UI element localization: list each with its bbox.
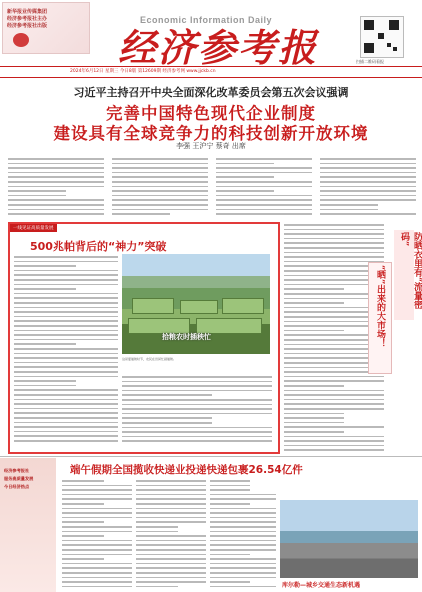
- lead-body-column: [8, 156, 104, 218]
- ad-line: 服务高质量发展: [4, 476, 34, 481]
- bottom-photo-title: 库尔勒—城乡交通生态新机遇: [282, 582, 361, 589]
- right-feature-strip: [394, 230, 422, 320]
- lead-body-column: [112, 156, 208, 218]
- promo-box: [2, 2, 90, 54]
- feature-body: [14, 254, 118, 444]
- promo-line: 经济参考报社主办: [7, 16, 48, 22]
- photo-caption: 这是夏插秧时节，农民在田间忙碌插秧。: [122, 357, 177, 361]
- feature-tag: 一线见证高质量发展: [10, 224, 57, 232]
- right-feature-strip2: [368, 262, 392, 374]
- lead-body-column: [216, 156, 312, 218]
- bottom-photo[interactable]: [280, 500, 418, 578]
- newspaper-title: 经济参考报: [118, 25, 319, 70]
- promo-line: 经济参考报社出版: [7, 23, 48, 29]
- qr-code-icon[interactable]: [360, 16, 404, 58]
- right-feature-subtitle[interactable]: “晒”出来的大市场！: [375, 265, 385, 348]
- lead-kicker: 习近平主持召开中央全面深化改革委员会第五次会议强调: [73, 86, 349, 99]
- feature-body: [122, 374, 272, 446]
- promo-line: 新华报业传媒集团: [7, 9, 48, 15]
- bottom-ad[interactable]: [0, 458, 56, 592]
- info-bar: [0, 66, 422, 78]
- second-story-body: [136, 478, 206, 588]
- feature-title[interactable]: 500兆帕背后的“神力”突破: [30, 240, 167, 253]
- english-name: Economic Information Daily: [140, 15, 273, 25]
- qr-caption: 扫描二维码看报: [356, 59, 384, 64]
- second-story-body: [210, 478, 276, 588]
- issue-info: 2024年6月12日 星期三 今日8版 第12609期 经济参考网 www.jjckb.cn: [70, 69, 216, 74]
- lead-byline: 李强 王沪宁 蔡奇 出席: [176, 142, 246, 150]
- lead-headline-line1[interactable]: 完善中国特色现代企业制度: [106, 104, 316, 123]
- photo-overlay-caption: 拾粮农时插秧忙: [162, 332, 211, 341]
- lead-body-column: [320, 156, 416, 218]
- right-feature-title[interactable]: 防晒衣里有“流量密码”: [399, 232, 422, 310]
- ad-line: 经济参考报社: [4, 468, 30, 473]
- emblem-icon: [13, 33, 29, 47]
- lead-headline-line2[interactable]: 建设具有全球竞争力的科技创新开放环境: [53, 124, 369, 143]
- ad-line: 今日经济热点: [4, 484, 30, 489]
- second-story-title[interactable]: 端午假期全国揽收快递业投递快递包裹26.54亿件: [70, 464, 303, 476]
- feature-box: [8, 222, 280, 454]
- second-story-body: [62, 478, 132, 588]
